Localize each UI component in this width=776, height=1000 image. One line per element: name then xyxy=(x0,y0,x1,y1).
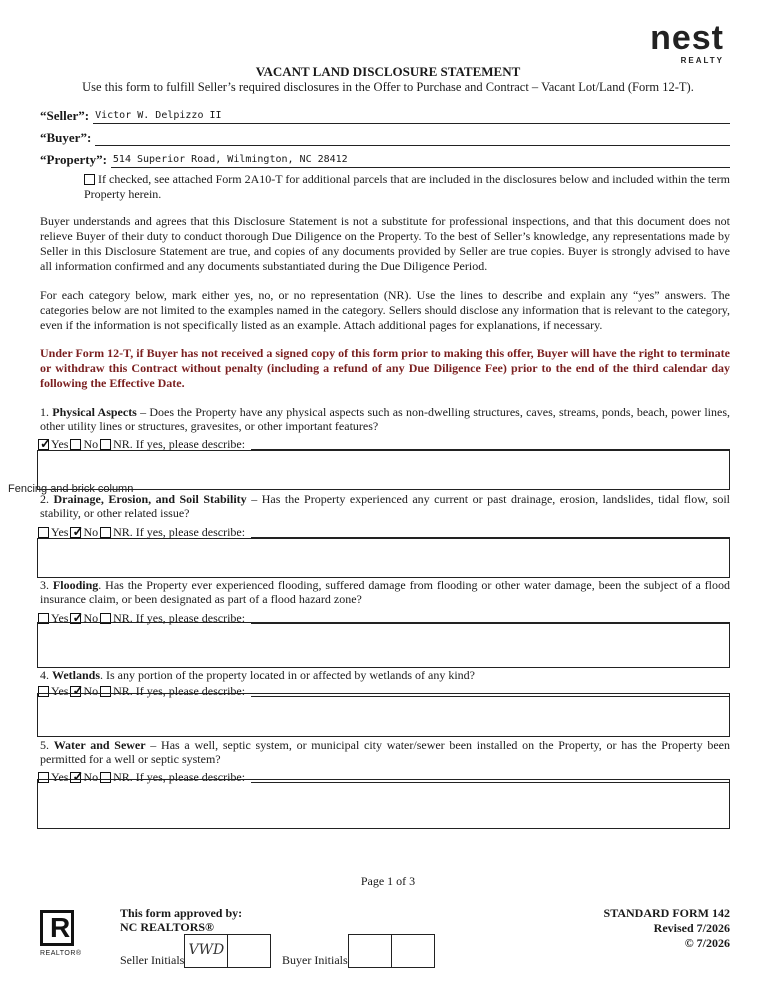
warning-paragraph: Under Form 12-T, if Buyer has not received a signed copy of this form prior to making this offer, Buyer will have the right to terminate or withdraw this Contract without penalty (including a refund of any Due Diligence Fee) prior to the end of the third calendar day following the Effective Date. xyxy=(40,346,730,390)
buyer-initials-box-1[interactable] xyxy=(348,934,392,968)
question-4-number: 4. xyxy=(40,668,49,682)
yes-label: Yes xyxy=(51,436,69,451)
yes-label: Yes xyxy=(51,769,69,784)
question-2-description-box[interactable] xyxy=(37,538,730,578)
q1-no-checkbox[interactable] xyxy=(70,439,81,450)
seller-value[interactable]: Victor W. Delpizzo II xyxy=(93,108,730,124)
question-2-body: – Has the Property experienced any current or past drainage, erosion, landslides, tidal flow, soil stability, or other related issue? xyxy=(40,492,730,520)
buyer-field xyxy=(40,128,730,146)
question-5-heading: Water and Sewer xyxy=(53,738,146,752)
seller-initial-signature: VWD xyxy=(188,942,225,958)
disclaimer-paragraph: Buyer understands and agrees that this Disclosure Statement is not a substitute for professional inspections, and that this document does not relieve Buyer of their duty to conduct thorough Due Diligence on the Property. To the best of Seller’s knowledge, any representations made by Seller in this Disclosure Statement are true, and copies of any documents provided by Seller are true copies. Buyer is strongly advised to have all information confirmed and any documents substantiated during the Due Diligence Period. xyxy=(40,214,730,273)
form-subtitle: Use this form to fulfill Seller’s required disclosures in the Offer to Purchase and Contract – Vacant Lot/Land (Form 12-T). xyxy=(82,80,694,94)
question-1-options xyxy=(38,437,730,451)
question-1-description: Fencing and brick column xyxy=(8,483,134,495)
question-2-options xyxy=(38,525,730,539)
question-5-number: 5. xyxy=(40,738,49,752)
q2-nr-checkbox[interactable] xyxy=(100,527,111,538)
question-5-body: – Has a well, septic system, or municipal city water/sewer been installed on the Property, or has the Property been permitted for a well or septic system? xyxy=(40,738,730,766)
nr-label: NR. If yes, please describe: xyxy=(113,683,246,698)
seller-field xyxy=(40,106,730,124)
approval-block xyxy=(120,906,242,934)
approving-org: NC REALTORS® xyxy=(120,920,214,934)
q2-no-checkbox[interactable] xyxy=(70,527,81,538)
form-number: STANDARD FORM 142 xyxy=(603,906,730,920)
approved-by: This form approved by: xyxy=(120,906,243,920)
describe-line xyxy=(251,439,730,450)
question-3-heading: Flooding xyxy=(52,578,99,592)
buyer-value[interactable] xyxy=(95,130,730,146)
nr-label: NR. If yes, please describe: xyxy=(113,769,246,784)
page-number: Page 1 of 3 xyxy=(360,874,416,888)
yes-label: Yes xyxy=(51,610,69,625)
realtor-mark: REALTOR® xyxy=(40,950,82,957)
property-field xyxy=(40,150,730,168)
seller-initials-row xyxy=(120,934,271,968)
no-label: No xyxy=(83,683,99,698)
realtor-r-icon xyxy=(40,910,74,946)
question-1-description-box[interactable] xyxy=(37,450,730,490)
nr-label: NR. If yes, please describe: xyxy=(113,610,246,625)
question-1-body: – Does the Property have any physical aspects such as non-dwelling structures, caves, streams, ponds, beach, power lines, other utility lines or structures, gravesites, or other important features? xyxy=(40,405,730,433)
question-1-heading: Physical Aspects xyxy=(52,405,137,419)
form-copyright: © 7/2026 xyxy=(684,936,730,950)
seller-initials-box-2[interactable] xyxy=(228,934,271,968)
seller-initials-box-1[interactable] xyxy=(184,934,228,968)
seller-label: “Seller”: xyxy=(40,108,90,123)
logo-sub: REALTY xyxy=(680,56,724,65)
q1-nr-checkbox[interactable] xyxy=(100,439,111,450)
describe-line xyxy=(251,527,730,538)
question-1-text xyxy=(40,405,730,433)
question-5-description-box[interactable] xyxy=(37,779,730,829)
question-2-text xyxy=(40,492,730,520)
question-1-number: 1. xyxy=(40,405,49,419)
question-3-number: 3. xyxy=(40,578,49,592)
no-label: No xyxy=(83,436,99,451)
form-revised: Revised 7/2026 xyxy=(653,921,730,935)
no-label: No xyxy=(83,610,99,625)
no-label: No xyxy=(83,769,99,784)
question-5-text xyxy=(40,738,730,766)
realtor-logo xyxy=(40,910,80,957)
question-4-body: . Is any portion of the property located in or affected by wetlands of any kind? xyxy=(100,668,476,682)
form-info xyxy=(604,906,730,951)
q1-yes-checkbox[interactable] xyxy=(38,439,49,450)
yes-label: Yes xyxy=(51,524,69,539)
question-2-heading: Drainage, Erosion, and Soil Stability xyxy=(53,492,247,506)
question-4-heading: Wetlands xyxy=(52,668,101,682)
buyer-initials-row xyxy=(282,934,435,968)
buyer-initials-box-2[interactable] xyxy=(392,934,435,968)
additional-parcels-text: If checked, see attached Form 2A10-T for additional parcels that are included in the disclosures below and included within the term Property herein. xyxy=(84,172,730,201)
additional-parcels-checkbox[interactable] xyxy=(84,174,95,185)
form-title: VACANT LAND DISCLOSURE STATEMENT xyxy=(255,64,521,79)
nr-label: NR. If yes, please describe: xyxy=(113,524,246,539)
property-label: “Property”: xyxy=(40,152,107,167)
property-value[interactable]: 514 Superior Road, Wilmington, NC 28412 xyxy=(111,152,730,168)
question-3-text xyxy=(40,578,730,606)
no-label: No xyxy=(83,524,99,539)
nr-label: NR. If yes, please describe: xyxy=(113,436,246,451)
q2-yes-checkbox[interactable] xyxy=(38,527,49,538)
nest-realty-logo xyxy=(650,19,724,65)
yes-label: Yes xyxy=(51,683,69,698)
question-3-body: . Has the Property ever experienced flooding, suffered damage from flooding or other water damage, been the subject of a flood insurance claim, or been designated as part of a flood hazard zone? xyxy=(40,578,731,606)
instructions-paragraph: For each category below, mark either yes, no, or no representation (NR). Use the lines to describe and explain any “yes” answers. The categories below are not limited to the examples named in the category. Sellers should disclose any information that is relevant to the category, even if the information is not specifically listed as an example. Attach additional pages for explanations, if necessary. xyxy=(40,288,730,332)
question-4-text xyxy=(40,668,730,682)
buyer-label: “Buyer”: xyxy=(40,130,92,145)
additional-parcels-row xyxy=(84,172,730,202)
question-2-number: 2. xyxy=(40,492,49,506)
question-4-description-box[interactable] xyxy=(37,693,730,737)
question-3-description-box[interactable] xyxy=(37,622,730,668)
logo-word: nest xyxy=(650,19,724,57)
buyer-initials-label: Buyer Initials xyxy=(282,953,348,967)
seller-initials-label: Seller Initials xyxy=(120,953,185,967)
